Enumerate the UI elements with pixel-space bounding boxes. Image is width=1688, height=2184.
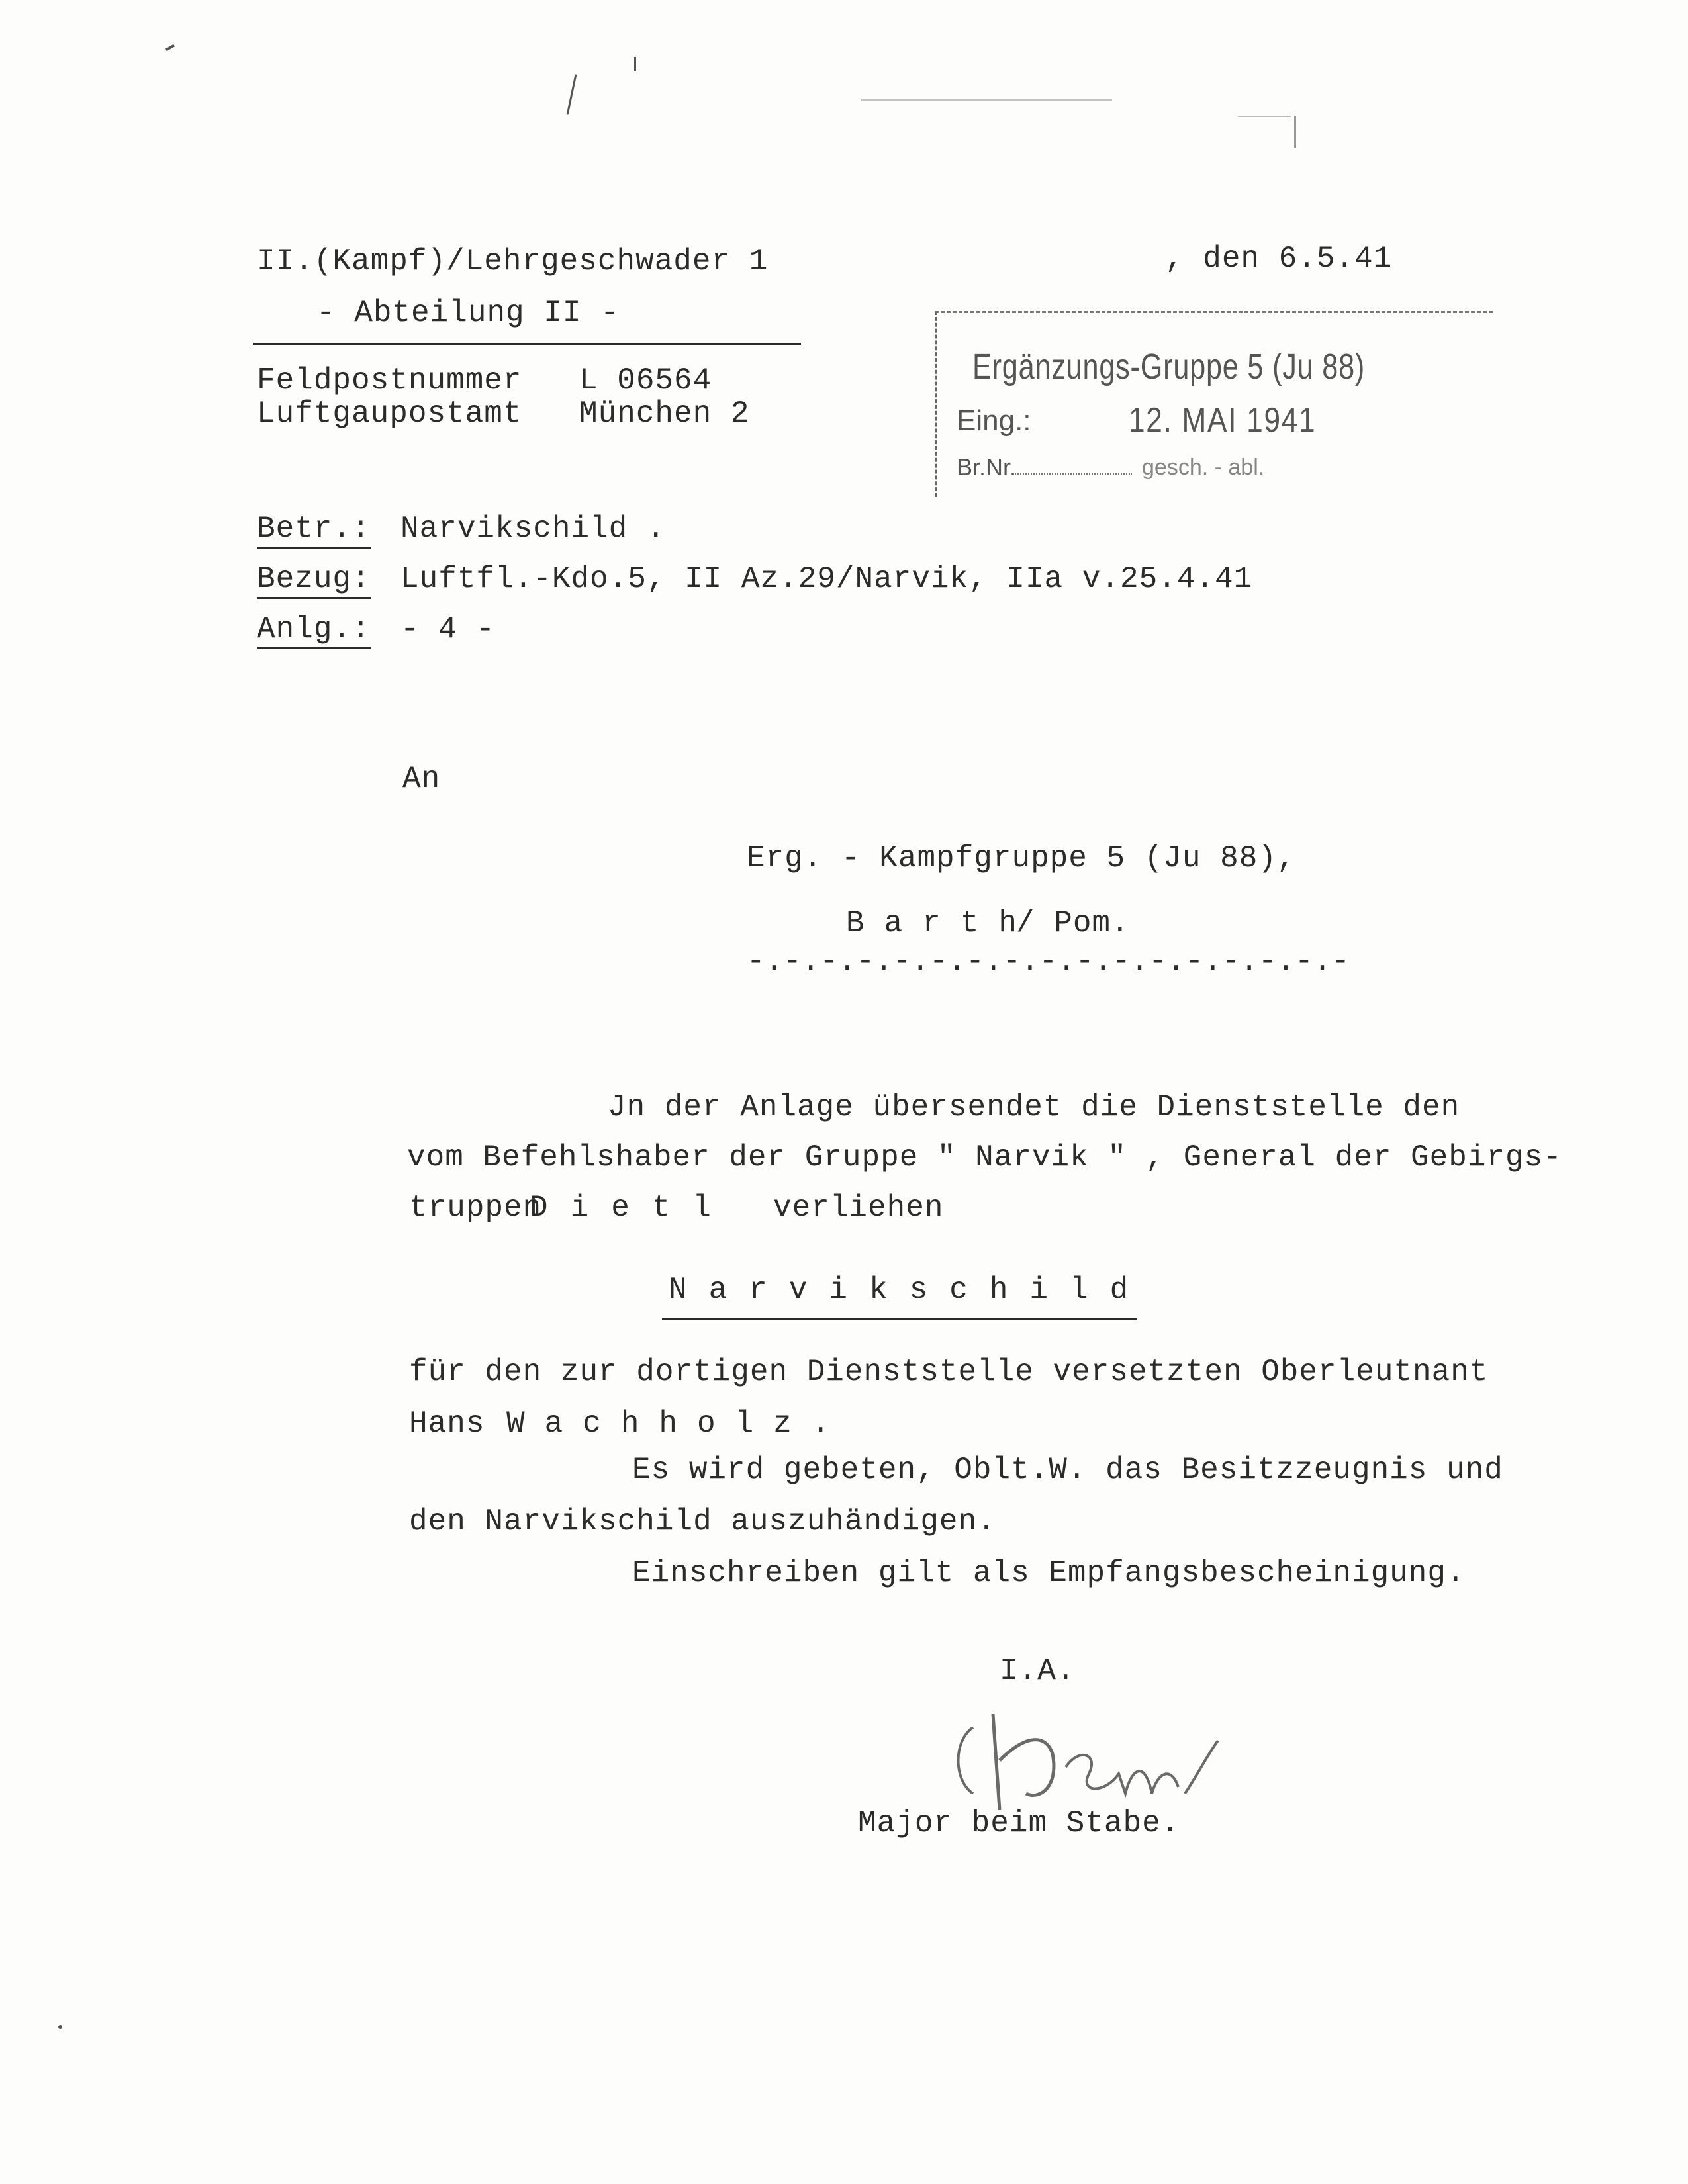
stamp-dotted-line <box>1013 473 1132 475</box>
unit-name: II.(Kampf)/Lehrgeschwader 1 <box>257 244 769 279</box>
letter-date: , den 6.5.41 <box>1165 242 1393 276</box>
bezug-value: Luftfl.-Kdo.5, II Az.29/Narvik, IIa v.25.4.41 <box>400 562 1253 596</box>
body-line: den Narvikschild auszuhändigen. <box>409 1504 996 1539</box>
address-separator: -.-.-.-.-.-.-.-.-.-.-.-.-.-.-.-.- <box>747 944 1350 979</box>
body-line: Jn der Anlage übersendet die Dienststelle den <box>608 1090 1460 1124</box>
betr-value: Narvikschild . <box>400 512 666 546</box>
body-line: Hans <box>409 1406 485 1441</box>
scan-speck <box>861 99 1112 101</box>
stamp-date: 12. MAI 1941 <box>1129 401 1317 439</box>
body-line: für den zur dortigen Dienststelle versetzten Oberleutnant <box>409 1355 1489 1389</box>
department: - Abteilung II - <box>316 296 620 330</box>
scan-speck <box>58 2025 62 2029</box>
scan-speck <box>634 57 636 71</box>
address-city: Barth <box>846 906 1037 940</box>
header-rule <box>253 343 801 345</box>
postamt-value: München 2 <box>579 396 750 431</box>
award-underline <box>662 1318 1137 1320</box>
body-line: Einschreiben gilt als Empfangsbescheinigung. <box>632 1556 1466 1590</box>
betr-label: Betr.: <box>257 514 371 549</box>
scan-speck <box>1294 116 1296 148</box>
body-line: verliehen <box>773 1191 944 1225</box>
body-line: truppen <box>409 1191 542 1225</box>
feldpost-label: Feldpostnummer <box>257 363 522 398</box>
bezug-label: Bezug: <box>257 564 371 599</box>
signatory-rank: Major beim Stabe. <box>858 1806 1180 1841</box>
feldpost-number: L 06564 <box>579 363 712 398</box>
officer-name: Wachholz. <box>506 1406 850 1441</box>
stamp-unit: Ergänzungs-Gruppe 5 (Ju 88) <box>972 347 1366 387</box>
anlg-value: - 4 - <box>400 612 496 647</box>
postamt-label: Luftgaupostamt <box>257 396 522 431</box>
scan-speck <box>1238 116 1291 117</box>
address-an: An <box>402 762 441 796</box>
body-line: Es wird gebeten, Oblt.W. das Besitzzeugnis und <box>632 1453 1503 1487</box>
stamp-br-label: Br.Nr. <box>957 453 1017 480</box>
closing-ia: I.A. <box>1000 1654 1076 1688</box>
award-name: Narvikschild <box>669 1273 1150 1307</box>
stamp-br-suffix: gesch. - abl. <box>1142 455 1265 480</box>
general-name: Dietl <box>530 1191 734 1225</box>
scan-speck <box>165 44 175 51</box>
scan-speck <box>567 74 577 114</box>
receipt-stamp <box>935 311 1493 497</box>
address-line1: Erg. - Kampfgruppe 5 (Ju 88), <box>747 841 1296 876</box>
stamp-eing-label: Eing.: <box>957 404 1031 437</box>
address-city-suffix: / Pom. <box>1016 906 1130 940</box>
anlg-label: Anlg.: <box>257 614 371 649</box>
body-line: vom Befehlshaber der Gruppe " Narvik " , General der Gebirgs- <box>407 1140 1562 1175</box>
